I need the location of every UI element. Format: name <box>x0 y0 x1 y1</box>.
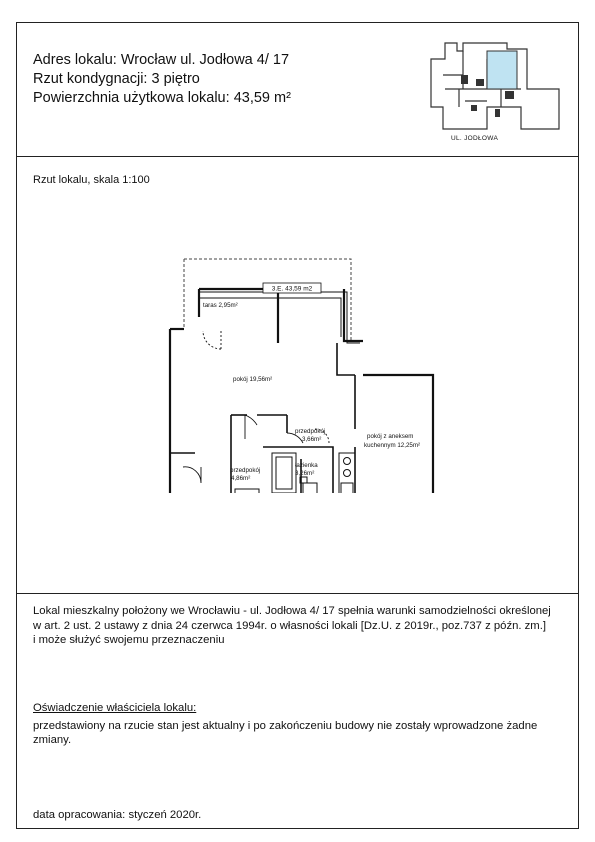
highlighted-unit <box>487 51 517 89</box>
owner-line-1: przedstawiony na rzucie stan jest aktualny i po zakończeniu budowy nie zostały wprowadzone żadne <box>33 719 538 732</box>
area-value: 43,59 m² <box>233 90 291 106</box>
plan-caption: Rzut lokalu, skala 1:100 <box>33 174 150 186</box>
owner-heading: Oświadczenie właściciela lokalu: <box>33 702 197 714</box>
room-bathroom-name: łazienka <box>295 462 318 469</box>
header-block <box>33 51 291 108</box>
statement-line-1: Lokal mieszkalny położony we Wrocławiu - ul. Jodłowa 4/ 17 spełnia warunki samodzielności określonej <box>33 605 551 617</box>
room-terrace-label: taras 2,95m² <box>203 302 238 309</box>
statement-block <box>33 604 551 648</box>
header-divider <box>17 156 578 157</box>
statement-line-3: i może służyć swojemu przeznaczeniu <box>33 634 225 646</box>
area-line <box>33 89 291 108</box>
area-label: Powierzchnia użytkowa lokalu: <box>33 90 234 106</box>
address-line: Adres lokalu: Wrocław ul. Jodłowa 4/ 17 <box>33 52 290 68</box>
room-hall-lower-name: przedpokój <box>230 467 261 474</box>
room-kitchen-name: pokój z aneksem <box>367 433 414 440</box>
statement-line-2: w art. 2 ust. 2 ustawy z dnia 24 czerwca 1994r. o własności lokali [Dz.U. z 2019r., poz.737 z późn. zm.] <box>33 619 546 632</box>
room-hall-lower-area: 4,86m² <box>231 475 251 482</box>
room-kitchen-area: kuchennym 12,25m² <box>364 442 421 449</box>
plan-divider <box>17 593 578 594</box>
document-sheet <box>16 22 579 829</box>
unit-tag: 3.E. 43,59 m2 <box>271 285 313 293</box>
room-bathroom-area: 3,26m² <box>295 470 315 477</box>
room-hall-upper-name: przedpokój <box>295 428 326 435</box>
floor-plan <box>155 257 455 493</box>
floor-line: Rzut kondygnacji: 3 piętro <box>33 71 200 87</box>
room-living-label: pokój 19,56m² <box>233 376 273 383</box>
street-label: UL. JODŁOWA <box>451 135 499 142</box>
owner-line-2: zmiany. <box>33 734 72 746</box>
date-line: data opracowania: styczeń 2020r. <box>33 809 202 821</box>
owner-declaration <box>33 701 537 748</box>
room-hall-upper-area: 3,66m² <box>302 436 322 443</box>
building-keyplan <box>421 35 571 131</box>
